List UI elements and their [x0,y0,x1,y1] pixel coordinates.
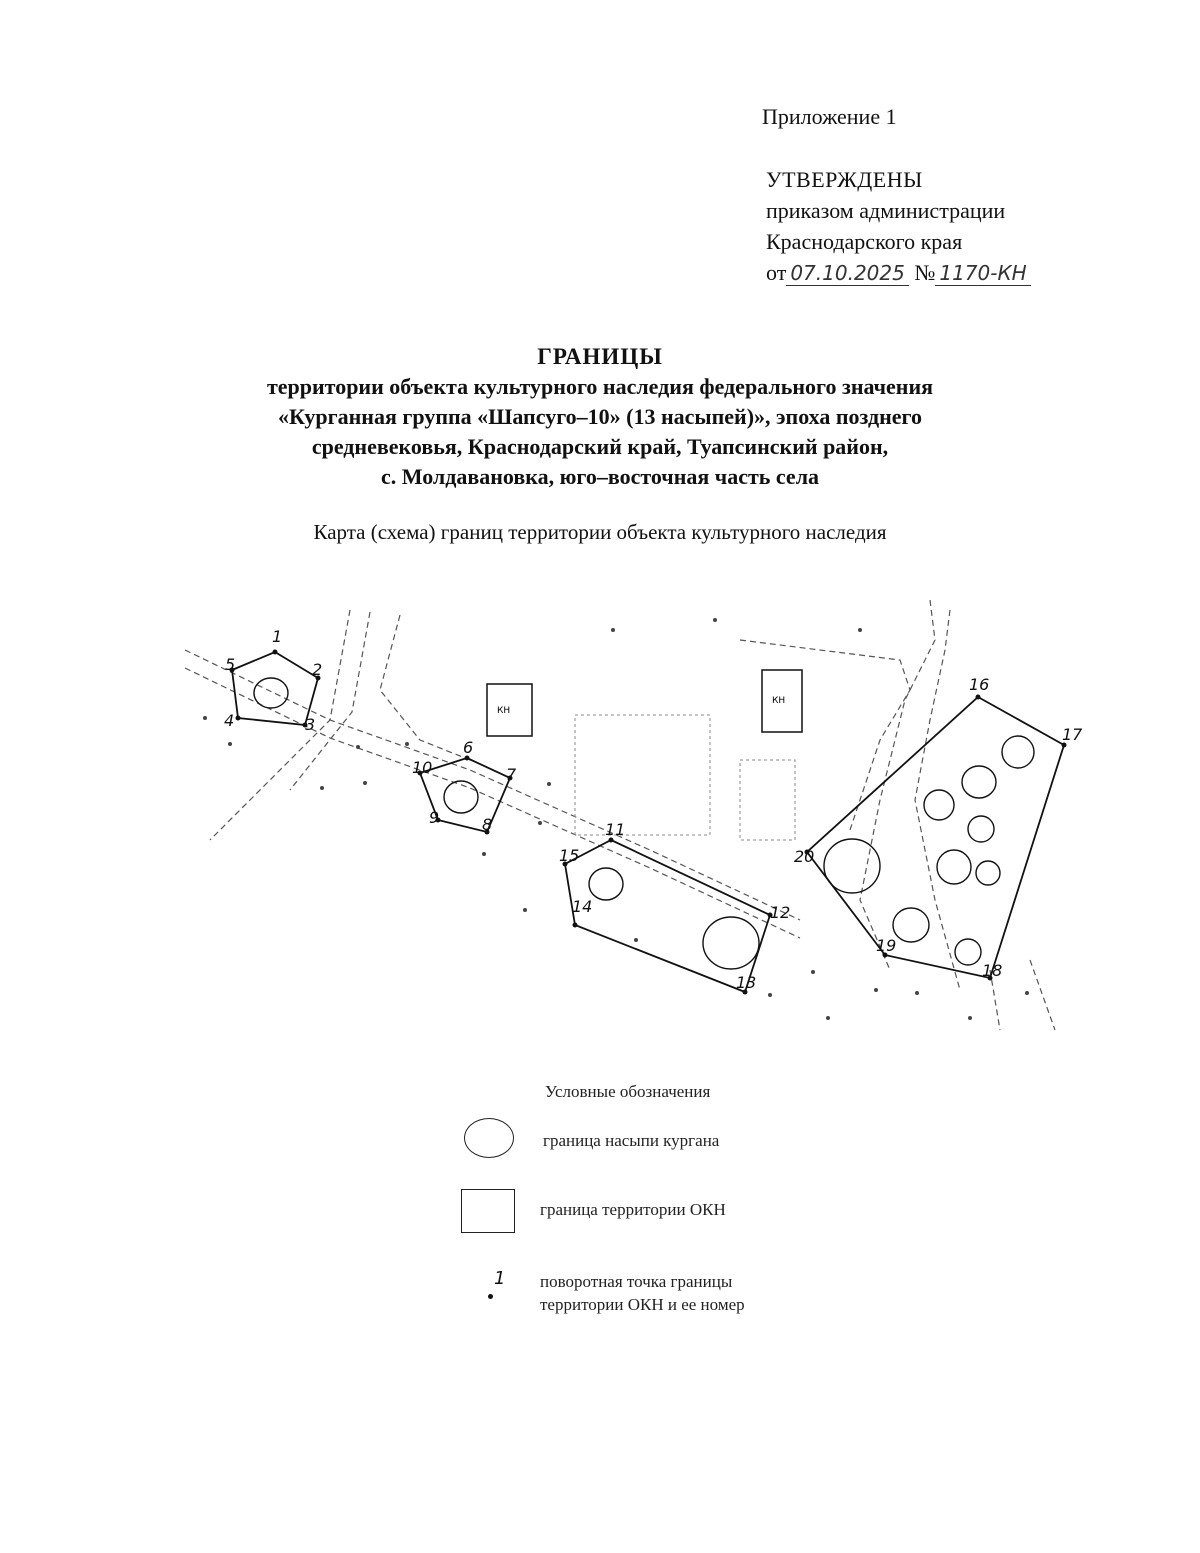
point-label-8: 8 [482,815,493,834]
point-label-20: 20 [794,847,815,866]
building-label-2: КН [772,696,786,706]
legend-territory-symbol [461,1189,515,1233]
legend-point-label-line-2: территории ОКН и ее номер [540,1295,745,1314]
point-label-4: 4 [224,711,235,730]
point-label-7: 7 [506,765,517,784]
point-label-3: 3 [305,715,316,734]
point-label-17: 17 [1062,725,1083,744]
approved-heading: УТВЕРЖДЕНЫ [766,167,923,192]
territory-zone-4 [807,697,1064,978]
point-labels [224,627,1083,992]
legend-point-label-line-1: поворотная точка границы [540,1272,733,1291]
appendix-label: Приложение 1 [762,104,897,129]
point-label-11: 11 [605,820,626,839]
number-prefix: № [914,260,936,285]
approval-line-3: Краснодарского края [766,229,963,254]
title-line-1: территории объекта культурного наследия федерального значения [266,374,934,399]
territory-zone-3 [565,840,770,992]
point-label-19: 19 [876,936,897,955]
point-label-16: 16 [969,675,990,694]
title-line-2: «Курганная группа «Шапсуго–10» (13 насыпей)», эпоха позднего [278,404,922,429]
point-label-5: 5 [225,655,236,674]
approval-number: 1170-КН [935,261,1030,286]
title-heading: ГРАНИЦЫ [537,344,663,369]
legend-mound-label: граница насыпи кургана [543,1131,720,1150]
title-line-3: средневековья, Краснодарский край, Туапсинский район, [311,434,889,459]
map-caption: Карта (схема) границ территории объекта культурного наследия [313,520,887,544]
turning-points [230,650,1067,995]
point-label-12: 12 [770,903,791,922]
building-label-1: КН [497,706,511,716]
point-label-13: 13 [736,973,757,992]
point-label-6: 6 [463,738,474,757]
title-line-4: с. Молдавановка, юго–восточная часть села [380,464,820,489]
point-label-18: 18 [982,961,1003,980]
legend-point-number: 1 [494,1268,506,1289]
point-label-14: 14 [572,897,593,916]
point-label-2: 2 [312,660,323,679]
point-label-15: 15 [559,846,580,865]
point-label-1: 1 [272,627,283,646]
territory-boundaries [232,652,1064,992]
point-label-10: 10 [412,758,433,777]
approval-date: 07.10.2025 [786,261,909,286]
legend-point-dot [488,1294,493,1299]
legend-mound-symbol [464,1118,514,1158]
legend-title: Условные обозначения [545,1082,711,1101]
approval-line-2: приказом администрации [766,198,1006,223]
point-label-9: 9 [429,808,440,827]
date-prefix: от [766,260,787,285]
legend-point-label [540,1270,745,1316]
map-buildings [487,670,802,736]
legend-territory-label: граница территории ОКН [540,1200,726,1219]
kurgan-mounds [254,678,1034,969]
